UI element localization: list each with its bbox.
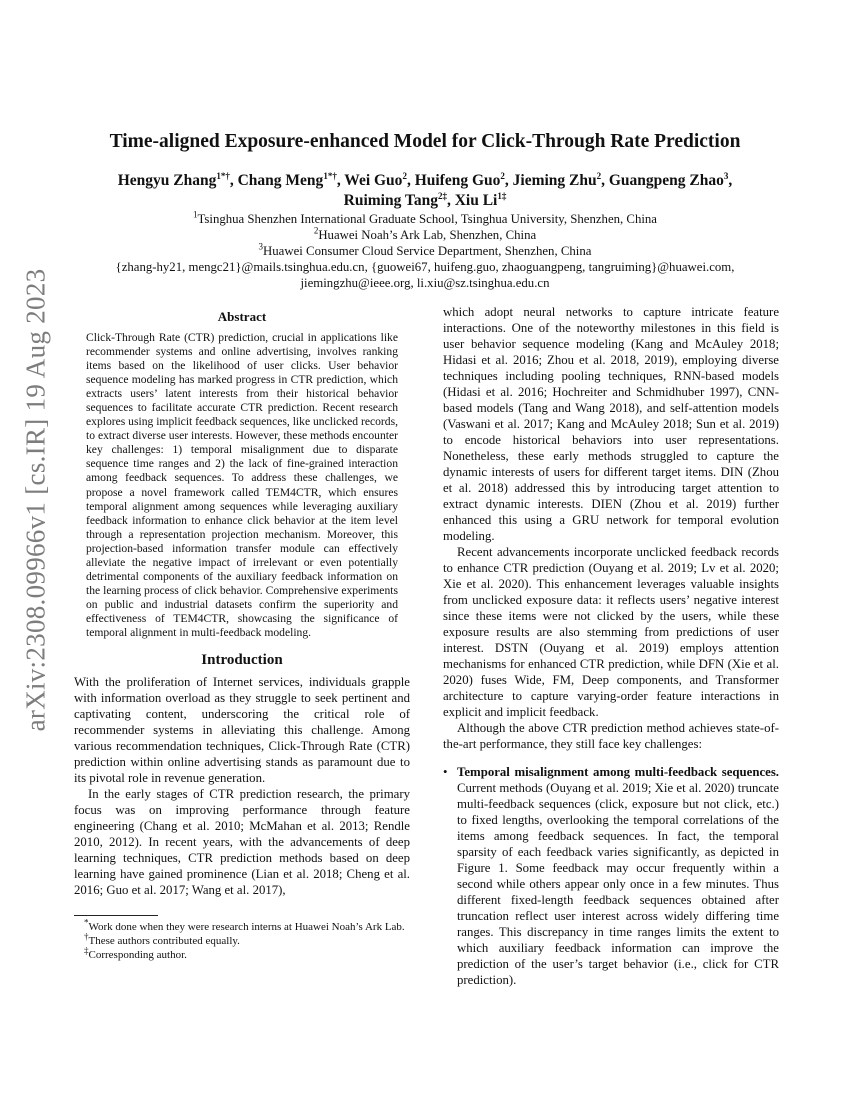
intro-paragraph: In the early stages of CTR prediction research, the primary focus was on improving performance through feature engineering (Chang et al. 2010; McMahan et al. 2013; Rendle 2010, 2012). In recent years, with the advancements of deep learning techniques, CTR prediction methods based on deep learning have gained prominence (Lian et al. 2018; Cheng et al. 2016; Guo et al. 2017; Wang et al. 2017), bbox=[74, 787, 410, 898]
abstract-text: Click-Through Rate (CTR) prediction, crucial in applications like recommender systems and online advertising, involves ranking items based on the likelihood of user clicks. User behavior sequence modeling has marked progress in CTR prediction, which extracts users’ latent interests from their historical behavior sequences to facilitate accurate CTR prediction. Recent research explores using implicit feedback sequences, like unclicked records, to extract diverse user interests. However, these methods encounter key challenges: 1) temporal misalignment due to disparate sequence time ranges and 2) the lack of fine-grained interaction among feedback sequences. To address these challenges, we propose a novel framework called TEM4CTR, which ensures temporal alignment among sequences while leveraging auxiliary feedback information to enhance click behavior at the item level through a representation projection mechanism. Moreover, this projection-based information transfer module can effectively alleviate the negative impact of irrelevant or even potentially detrimental components of the auxiliary feedback information on the learning process of click behavior. Comprehensive experiments on public and industrial datasets confirm the superiority and effectiveness of TEM4CTR, showcasing the significance of temporal alignment in multi-feedback modeling. bbox=[86, 331, 398, 639]
challenge-text bbox=[457, 764, 779, 988]
arxiv-id-text: arXiv:2308.09966v1 [cs.IR] 19 Aug 2023 bbox=[20, 268, 51, 732]
author-name: Guangpeng Zhao$^3$, bbox=[608, 170, 733, 189]
bullet-icon: • bbox=[443, 765, 448, 779]
abstract-heading: Abstract bbox=[217, 309, 267, 324]
footnotes bbox=[74, 915, 410, 962]
body-paragraph: Recent advancements incorporate unclicked feedback records to enhance CTR prediction (Ouyang et al. 2019; Lv et al. 2020; Xie et al. 2020). This enhancement leverages valuable insights from unclicked exposure data: it reflects users’ negative interest since these items were not clicked by the users, while these exposure results are also stemming from predictions of user interest. DSTN (Ouyang et al. 2019) employs attention mechanisms for enhanced CTR prediction, while DFN (Xie et al. 2020) fuses Wide, FM, Deep components, and Transformer architecture to capture varying-order feature interactions in explicit and implicit feedback. bbox=[443, 545, 779, 719]
arxiv-identifier-sidebar bbox=[6, 268, 66, 732]
author-list bbox=[90, 171, 760, 211]
introduction-heading: Introduction bbox=[201, 652, 283, 669]
body-paragraph: Although the above CTR prediction method achieves state-of-the-art performance, they still face key challenges: bbox=[443, 721, 779, 751]
left-column bbox=[74, 309, 410, 898]
affiliation: $^3$Huawei Consumer Cloud Service Department, Shenzhen, China bbox=[258, 241, 592, 258]
footnote: *Work done when they were research interns at Huawei Noah’s Ark Lab. bbox=[84, 917, 405, 933]
email-line: {zhang-hy21, mengc21}@mails.tsinghua.edu.cn, {guowei67, huifeng.guo, zhaoguangpeng, tangruiming}@huawei.com, bbox=[115, 260, 735, 274]
body-paragraph: which adopt neural networks to capture intricate feature interactions. One of the noteworthy milestones in this field is user behavior sequence modeling (Kang and McAuley 2018; Hidasi et al. 2016; Zhou et al. 2018, 2019), employing diverse techniques including pooling techniques, RNN-based models (Hidasi et al. 2016; Hochreiter and Schmidhuber 1997), CNN-based models (Tang and Wang 2018), and self-attention models (Vaswani et al. 2017; Kang and McAuley 2018; Sun et al. 2019) to encode historical behaviors into user representations. Nonetheless, these early methods struggled to capture the dynamic interests of users for different target items. DIN (Zhou et al. 2018) addressed this by introducing target attention to extract dynamic interests. DIEN (Zhou et al. 2019) further enhanced this using a GRU network for temporal evolution modeling. bbox=[443, 305, 779, 543]
challenge-lead: Temporal misalignment among multi-feedback sequences. bbox=[457, 765, 779, 779]
email-line: jiemingzhu@ieee.org, li.xiu@sz.tsinghua.edu.cn bbox=[300, 276, 550, 290]
author-name: Jieming Zhu$^2$, bbox=[512, 170, 609, 189]
right-column bbox=[443, 304, 779, 988]
author-name: Wei Guo$^2$, bbox=[344, 170, 415, 189]
author-name: Ruiming Tang$^{2\ddagger}$, bbox=[343, 190, 455, 209]
author-name: Hengyu Zhang$^{1*\dagger}$, bbox=[117, 170, 238, 189]
footnote: ‡Corresponding author. bbox=[84, 945, 187, 961]
footnote-divider bbox=[74, 915, 158, 916]
challenge-description: Current methods (Ouyang et al. 2019; Xie et al. 2020) truncate multi-feedback sequences (click, exposure but not click, etc.) to fixed lengths, overlooking the temporal correlations of the items among feedback sequences. In fact, the temporal sparsity of each feedback varies significantly, as depicted in Figure 1. Some feedback may occur frequently within a second while others appear only once in a few minutes. Thus different fixed-length feedback sequences obtained after truncation reflect user interest across widely differing time ranges. This discrepancy in time ranges limits the extent to which auxiliary feedback information can improve the prediction of the user’s target behavior (i.e., click for CTR prediction). bbox=[457, 781, 779, 987]
footnote: †These authors contributed equally. bbox=[84, 931, 240, 947]
affiliation: $^1$Tsinghua Shenzhen International Graduate School, Tsinghua University, Shenzhen, China bbox=[192, 209, 657, 226]
affiliations bbox=[60, 211, 790, 291]
paper-title: Time-aligned Exposure-enhanced Model for Click-Through Rate Prediction bbox=[109, 131, 741, 152]
author-name: Huifeng Guo$^2$, bbox=[414, 170, 513, 189]
author-name: Chang Meng$^{1*\dagger}$, bbox=[237, 170, 345, 189]
affiliation: $^2$Huawei Noah’s Ark Lab, Shenzhen, China bbox=[313, 225, 537, 242]
intro-paragraph: With the proliferation of Internet services, individuals grapple with information overload as they struggle to seek pertinent and captivating content, underscoring the critical role of recommender systems in alleviating this challenge. Among various recommendation techniques, Click-Through Rate (CTR) prediction within online advertising stands as paramount due to its pivotal role in revenue generation. bbox=[74, 675, 410, 786]
challenge-list-item bbox=[443, 764, 779, 988]
author-name: Xiu $Li^{1\ddagger}$ bbox=[454, 190, 507, 209]
